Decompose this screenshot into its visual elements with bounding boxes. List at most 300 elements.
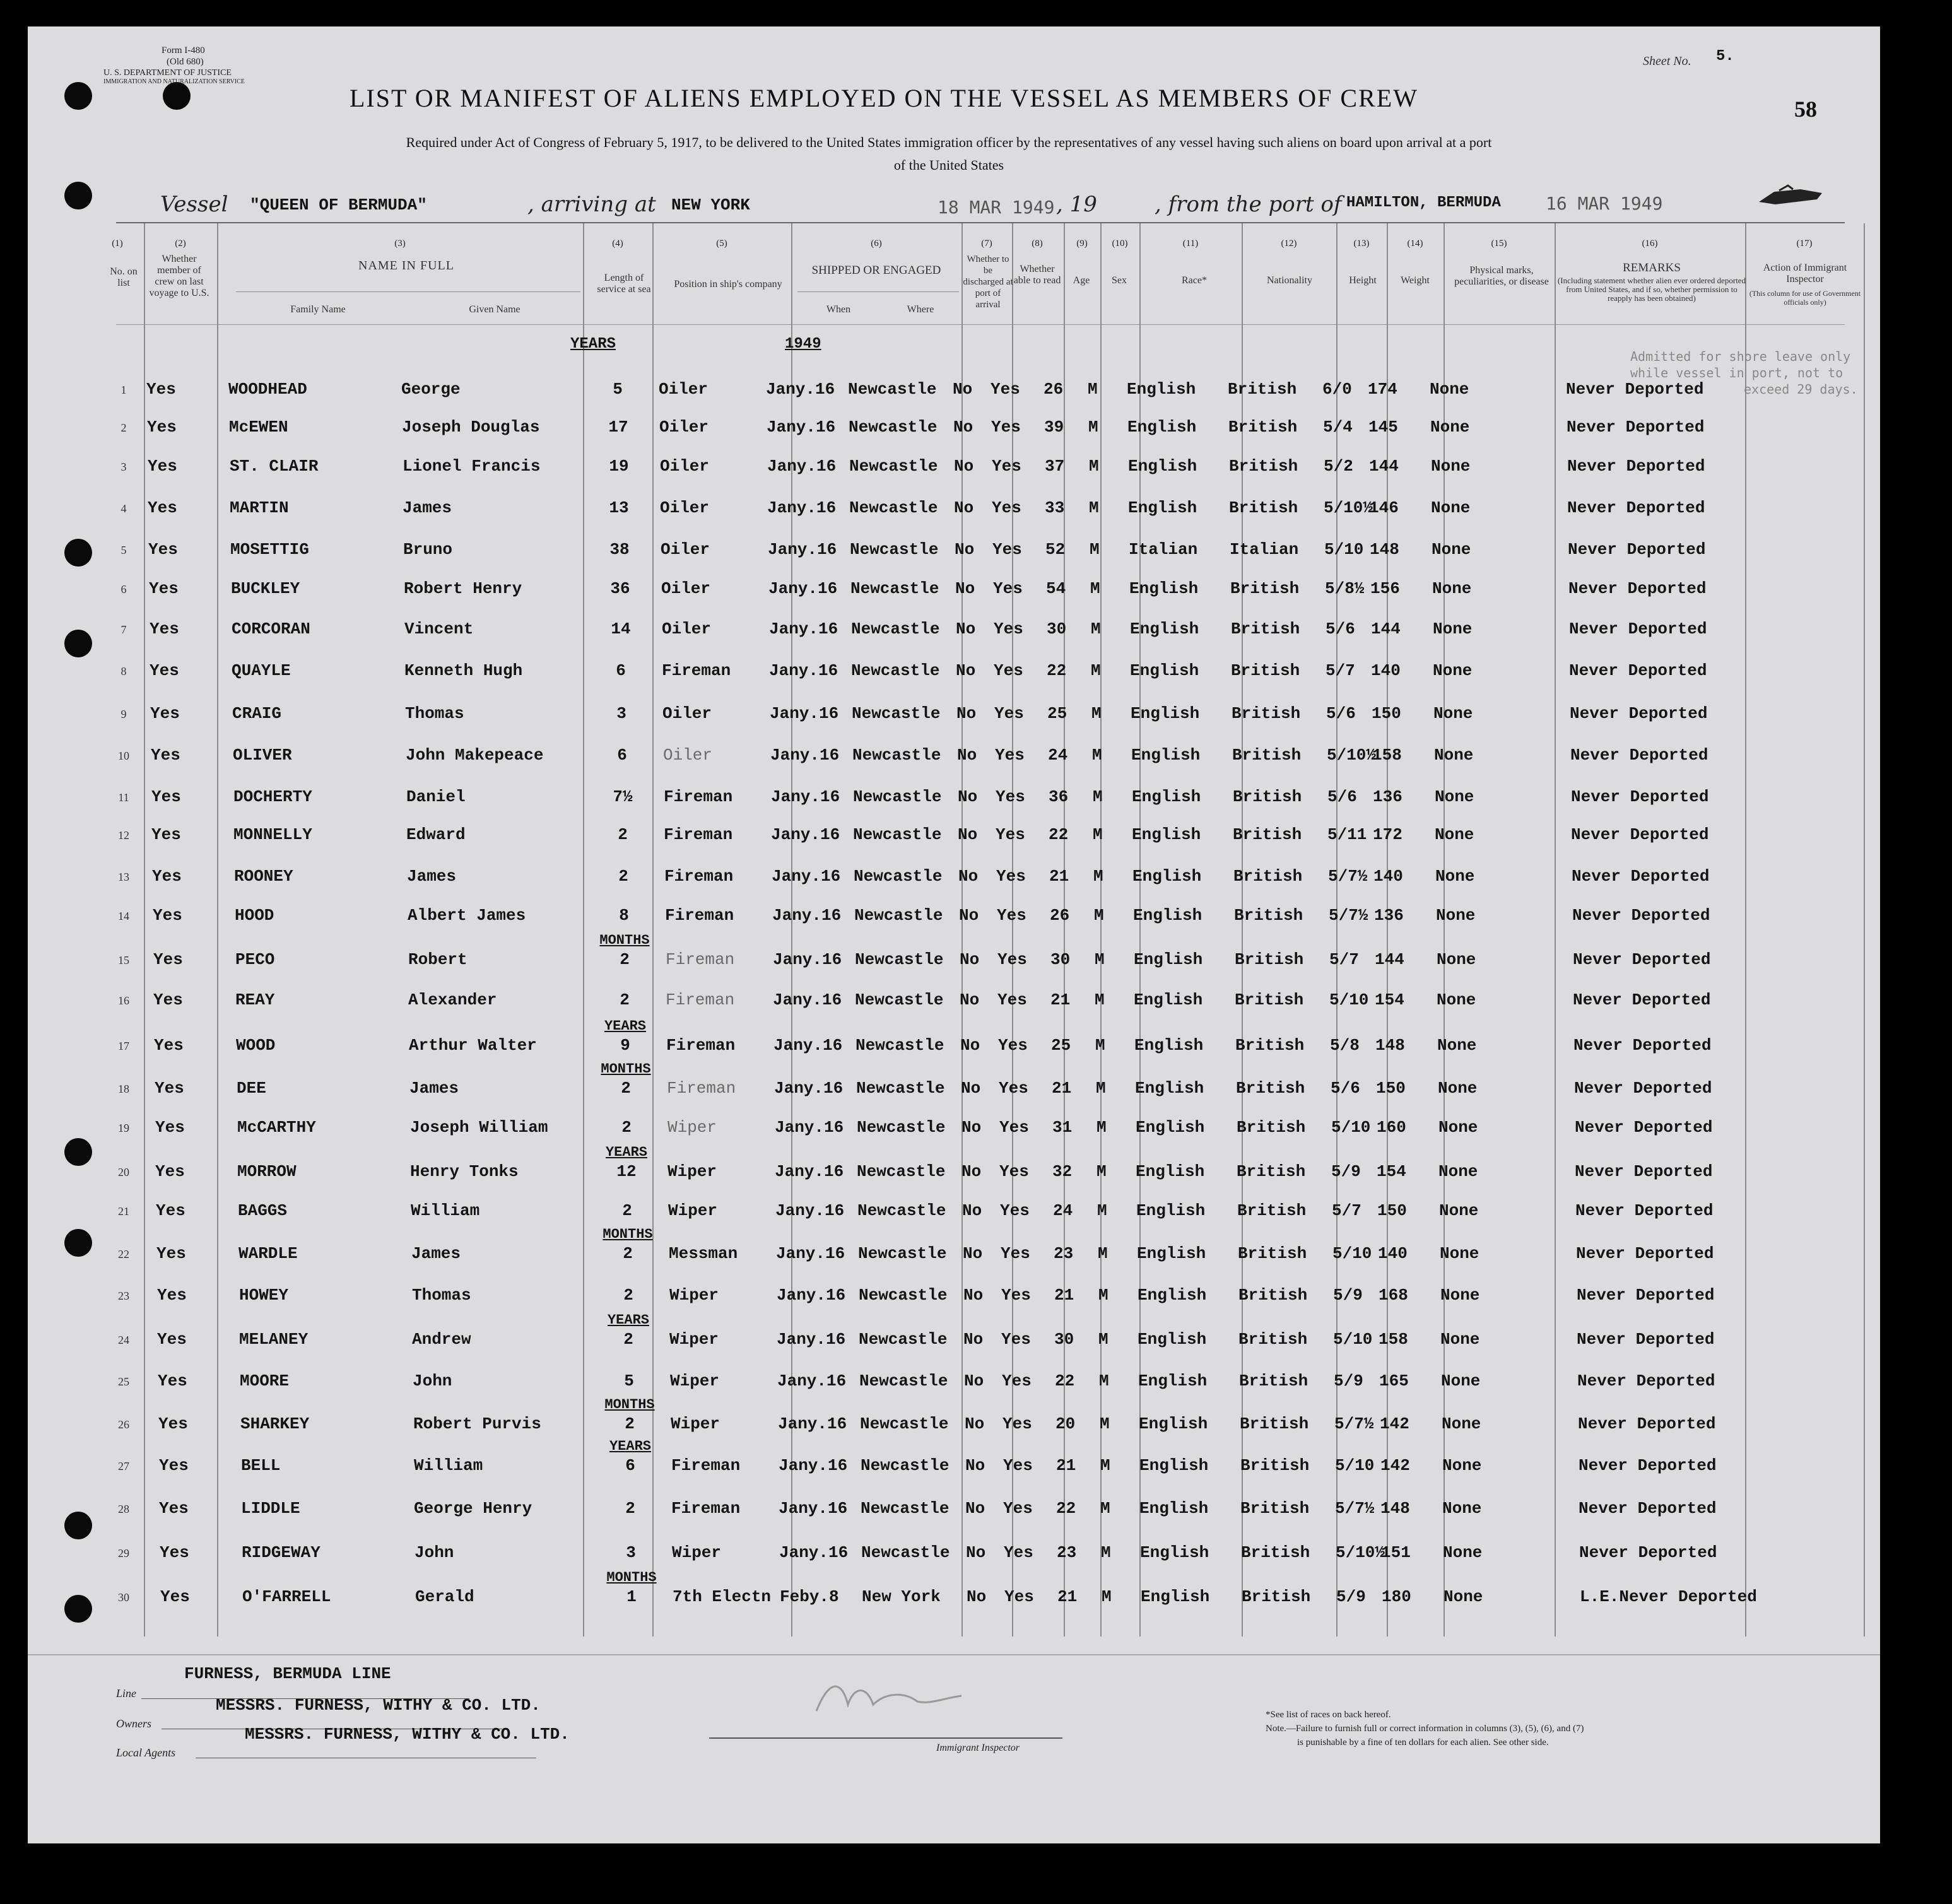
crew-given: Daniel <box>406 787 466 806</box>
crew-sex: M <box>1101 1543 1111 1562</box>
crew-no: 11 <box>118 791 129 804</box>
crew-age: 22 <box>1056 1499 1076 1518</box>
crew-read: Yes <box>992 457 1021 476</box>
crew-where: Newcastle <box>856 1079 945 1098</box>
header-where: Where <box>907 304 934 315</box>
crew-race: Italian <box>1129 540 1198 559</box>
crew-read: Yes <box>994 704 1024 723</box>
crew-discharged: No <box>961 1162 982 1181</box>
crew-where: Newcastle <box>848 380 937 399</box>
crew-where: Newcastle <box>855 990 944 1009</box>
crew-age: 36 <box>1049 787 1069 806</box>
crew-nationality: British <box>1234 906 1303 925</box>
crew-remarks: Never Deported <box>1570 746 1708 765</box>
crew-service: 6 <box>616 661 626 680</box>
crew-sex: M <box>1098 1286 1108 1305</box>
crew-last: Yes <box>153 990 183 1009</box>
crew-when: Jany.16 <box>777 1330 846 1349</box>
header-discharged: Whether to be discharged at port of arrival <box>963 254 1013 310</box>
subtitle: Required under Act of Congress of February 5, 1917, to be delivered to the United States immigration officer by the representatives of any vessel having such aliens on board upon arrival at a port of the United States <box>406 134 1492 173</box>
crew-last: Yes <box>148 457 177 476</box>
crew-marks: None <box>1437 990 1476 1009</box>
crew-sex: M <box>1093 867 1103 886</box>
crew-age: 24 <box>1048 746 1068 765</box>
crew-age: 54 <box>1046 579 1066 598</box>
crew-height: 5/10½ <box>1336 1543 1385 1562</box>
crew-service: 14 <box>611 620 631 638</box>
crew-height: 5/10 <box>1331 1118 1371 1137</box>
crew-marks: None <box>1442 1499 1482 1518</box>
crew-last: Yes <box>153 950 183 969</box>
crew-given: Kenneth Hugh <box>404 661 523 680</box>
crew-no: 20 <box>118 1166 129 1178</box>
crew-where: Newcastle <box>855 950 944 969</box>
crew-given: Henry Tonks <box>410 1162 519 1181</box>
crew-read: Yes <box>999 1162 1029 1181</box>
column-number: (10) <box>1112 238 1128 249</box>
crew-race: English <box>1139 1456 1209 1475</box>
crew-race: English <box>1128 457 1197 476</box>
crew-when: Jany.16 <box>767 418 836 437</box>
crew-discharged: No <box>963 1286 984 1305</box>
crew-height: 5/10½ <box>1324 498 1373 517</box>
crew-remarks: Never Deported <box>1571 825 1709 844</box>
crew-nationality: British <box>1235 990 1304 1009</box>
crew-height: 5/10½ <box>1327 746 1377 765</box>
arriving-label: , arriving at <box>527 192 656 217</box>
crew-read: Yes <box>992 498 1021 517</box>
crew-sex: M <box>1099 1372 1109 1390</box>
crew-remarks: Never Deported <box>1577 1330 1715 1349</box>
crew-family: REAY <box>235 990 275 1009</box>
crew-nationality: British <box>1232 704 1301 723</box>
crew-last: Yes <box>153 906 182 925</box>
crew-race: English <box>1135 1079 1204 1098</box>
crew-family: WOODHEAD <box>228 380 307 399</box>
crew-where: Newcastle <box>854 867 943 886</box>
crew-weight: 180 <box>1382 1587 1411 1606</box>
header-family-name: Family Name <box>290 304 346 315</box>
line-value: FURNESS, BERMUDA LINE <box>184 1664 391 1683</box>
crew-service: 13 <box>609 498 629 517</box>
line-label: Line <box>116 1687 137 1700</box>
crew-given: Lionel Francis <box>403 457 541 476</box>
crew-read: Yes <box>1000 1201 1030 1220</box>
crew-no: 4 <box>121 502 127 515</box>
crew-age: 21 <box>1049 867 1069 886</box>
crew-race: English <box>1127 380 1196 399</box>
crew-weight: 150 <box>1377 1201 1407 1220</box>
crew-service: 2 <box>618 867 628 886</box>
crew-family: OLIVER <box>233 746 292 765</box>
crew-discharged: No <box>956 661 976 680</box>
crew-service: 3 <box>616 704 626 723</box>
crew-when: Jany.16 <box>768 540 837 559</box>
crew-marks: None <box>1435 867 1475 886</box>
crew-read: Yes <box>997 990 1027 1009</box>
crew-weight: 158 <box>1372 746 1402 765</box>
crew-nationality: British <box>1237 1162 1306 1181</box>
crew-weight: 140 <box>1371 661 1401 680</box>
crew-when: Jany.16 <box>775 1162 844 1181</box>
column-number: (3) <box>394 238 406 249</box>
form-number: Form I-480 <box>162 45 205 56</box>
crew-where: Newcastle <box>850 540 939 559</box>
crew-sex: M <box>1094 906 1104 925</box>
crew-where: Newcastle <box>853 825 942 844</box>
crew-race: English <box>1129 579 1199 598</box>
crew-last: Yes <box>150 704 180 723</box>
column-rule <box>583 223 584 1637</box>
crew-weight: 148 <box>1370 540 1399 559</box>
crew-read: Yes <box>999 1118 1029 1137</box>
crew-no: 30 <box>118 1591 129 1604</box>
arrival-date-stamp: 18 MAR 1949 <box>938 197 1055 218</box>
header-sex: Sex <box>1112 275 1127 286</box>
crew-family: SHARKEY <box>240 1414 310 1433</box>
header-height: Height <box>1349 275 1377 286</box>
crew-read: Yes <box>994 661 1023 680</box>
crew-position: Fireman <box>671 1499 741 1518</box>
crew-height: 5/9 <box>1333 1286 1363 1305</box>
crew-family: BAGGS <box>238 1201 288 1220</box>
column-number: (8) <box>1032 238 1043 249</box>
header-length-of-service: Length of service at sea <box>597 273 651 295</box>
crew-race: English <box>1134 1036 1204 1055</box>
crew-no: 10 <box>118 749 129 762</box>
crew-age: 21 <box>1056 1456 1076 1475</box>
crew-weight: 168 <box>1379 1286 1408 1305</box>
service-unit: MONTHS <box>599 932 650 948</box>
crew-remarks: Never Deported <box>1569 661 1707 680</box>
crew-no: 16 <box>118 994 129 1007</box>
crew-given: George Henry <box>414 1499 532 1518</box>
crew-height: 5/6 <box>1326 704 1356 723</box>
crew-family: HOOD <box>235 906 274 925</box>
crew-sex: M <box>1095 1036 1105 1055</box>
crew-race: English <box>1130 620 1199 638</box>
crew-weight: 148 <box>1380 1499 1410 1518</box>
crew-height: 5/9 <box>1336 1587 1366 1606</box>
crew-discharged: No <box>958 787 978 806</box>
crew-discharged: No <box>964 1372 984 1390</box>
crew-given: Joseph William <box>410 1118 548 1137</box>
crew-height: 5/9 <box>1334 1372 1363 1390</box>
crew-last: Yes <box>149 579 179 598</box>
crew-given: James <box>411 1244 461 1263</box>
crew-read: Yes <box>1001 1244 1030 1263</box>
crew-last: Yes <box>160 1543 189 1562</box>
crew-position: Fireman <box>666 950 735 969</box>
crew-nationality: British <box>1242 1587 1311 1606</box>
punch-hole <box>163 82 191 110</box>
crew-age: 37 <box>1045 457 1065 476</box>
crew-service: 2 <box>622 1201 632 1220</box>
header-remarks-note: (Including statement whether alien ever ordered deported from United States, and if so, whether permission to reapply has been obtained) <box>1557 276 1746 303</box>
crew-family: QUAYLE <box>232 661 291 680</box>
crew-nationality: British <box>1232 746 1302 765</box>
crew-marks: None <box>1433 661 1473 680</box>
punch-hole <box>64 82 92 110</box>
crew-no: 27 <box>118 1460 129 1472</box>
crew-nationality: British <box>1231 661 1300 680</box>
crew-position: Wiper <box>670 1372 720 1390</box>
column-number: (15) <box>1491 238 1507 249</box>
page-title: LIST OR MANIFEST OF ALIENS EMPLOYED ON THE VESSEL AS MEMBERS OF CREW <box>350 84 1418 112</box>
crew-discharged: No <box>959 906 979 925</box>
crew-last: Yes <box>160 1587 190 1606</box>
crew-read: Yes <box>1003 1499 1033 1518</box>
crew-given: George <box>401 380 461 399</box>
crew-discharged: No <box>963 1244 983 1263</box>
crew-nationality: British <box>1235 1036 1305 1055</box>
crew-service: 2 <box>625 1499 635 1518</box>
crew-position: Fireman <box>667 1079 736 1098</box>
crew-sex: M <box>1100 1414 1110 1433</box>
crew-position: Wiper <box>669 1330 719 1349</box>
crew-when: Jany.16 <box>779 1499 848 1518</box>
crew-where: Newcastle <box>855 1036 944 1055</box>
header-position: Position in ship's company <box>674 279 782 290</box>
crew-given: Arthur Walter <box>409 1036 537 1055</box>
crew-remarks: Never Deported <box>1575 1118 1713 1137</box>
agents-label: Local Agents <box>116 1746 176 1759</box>
crew-nationality: British <box>1228 418 1298 437</box>
crew-height: 5/8½ <box>1325 579 1365 598</box>
crew-marks: None <box>1438 1118 1478 1137</box>
header-physical-marks: Physical marks, peculiarities, or disease <box>1454 265 1549 287</box>
header-inspector-note: (This column for use of Government officials only) <box>1749 289 1861 307</box>
crew-where: Newcastle <box>857 1201 946 1220</box>
crew-family: ROONEY <box>234 867 293 886</box>
inspector-signature <box>810 1667 974 1724</box>
crew-race: English <box>1127 418 1197 437</box>
crew-last: Yes <box>146 380 176 399</box>
crew-read: Yes <box>992 540 1022 559</box>
crew-nationality: British <box>1229 498 1298 517</box>
crew-height: 5/7½ <box>1328 867 1368 886</box>
crew-given: Andrew <box>412 1330 471 1349</box>
crew-discharged: No <box>958 825 978 844</box>
service-unit: YEARS <box>605 1144 647 1160</box>
crew-sex: M <box>1100 1499 1110 1518</box>
crew-where: Newcastle <box>852 746 941 765</box>
crew-marks: None <box>1441 1372 1481 1390</box>
inspector-label: Immigrant Inspector <box>936 1742 1020 1753</box>
crew-nationality: British <box>1233 867 1303 886</box>
crew-race: English <box>1137 1244 1206 1263</box>
crew-height: 5/7 <box>1326 661 1355 680</box>
name-subheader-rule <box>236 291 580 292</box>
header-last-voyage: Whether member of crew on last voyage to U.S. <box>149 254 209 298</box>
vessel-label: Vessel <box>160 192 228 217</box>
crew-no: 7 <box>121 623 127 636</box>
crew-marks: None <box>1433 704 1473 723</box>
crew-given: William <box>411 1201 480 1220</box>
crew-when: Jany.16 <box>774 1079 844 1098</box>
column-number: (9) <box>1076 238 1088 249</box>
crew-when: Jany.16 <box>771 787 840 806</box>
agents-value: MESSRS. FURNESS, WITHY & CO. LTD. <box>245 1725 570 1744</box>
column-number: (5) <box>716 238 727 249</box>
crew-discharged: No <box>954 498 974 517</box>
crew-weight: 165 <box>1379 1372 1409 1390</box>
crew-remarks: Never Deported <box>1572 867 1710 886</box>
sheet-label: Sheet No. <box>1643 54 1691 68</box>
crew-sex: M <box>1091 661 1101 680</box>
crew-when: Jany.16 <box>772 867 841 886</box>
crew-last: Yes <box>157 1330 187 1349</box>
crew-given: Robert Henry <box>404 579 522 598</box>
crew-where: Newcastle <box>857 1118 946 1137</box>
inspector-line <box>709 1737 1062 1739</box>
crew-sex: M <box>1096 1079 1106 1098</box>
crew-discharged: No <box>955 540 975 559</box>
header-when: When <box>826 304 851 315</box>
crew-nationality: British <box>1228 380 1297 399</box>
crew-no: 6 <box>121 583 127 596</box>
crew-marks: None <box>1443 1543 1483 1562</box>
header-shipped-or-engaged: SHIPPED OR ENGAGED <box>811 264 941 277</box>
years-unit: YEARS <box>570 336 616 353</box>
column-number: (14) <box>1407 238 1423 249</box>
crew-position: Oiler <box>660 498 710 517</box>
crew-remarks: Never Deported <box>1573 1036 1712 1055</box>
header-given-name: Given Name <box>469 304 520 315</box>
crew-family: MONNELLY <box>233 825 312 844</box>
crew-when: Jany.16 <box>770 704 839 723</box>
crew-when: Jany.16 <box>772 906 842 925</box>
crew-family: ST. CLAIR <box>230 457 319 476</box>
crew-service: 6 <box>617 746 627 765</box>
crew-age: 22 <box>1049 825 1069 844</box>
crew-where: Newcastle <box>849 498 938 517</box>
crew-age: 23 <box>1054 1244 1074 1263</box>
departure-date-stamp: 16 MAR 1949 <box>1546 193 1663 214</box>
crew-weight: 142 <box>1380 1456 1410 1475</box>
crew-height: 5/7½ <box>1335 1499 1375 1518</box>
crew-given: Robert Purvis <box>413 1414 541 1433</box>
crew-given: James <box>409 1079 459 1098</box>
crew-no: 28 <box>118 1503 129 1515</box>
column-rule <box>1864 223 1865 1637</box>
crew-family: MARTIN <box>230 498 289 517</box>
footer-rule <box>28 1654 1880 1655</box>
header-age: Age <box>1073 275 1090 286</box>
crew-race: English <box>1132 787 1201 806</box>
crew-nationality: British <box>1230 579 1300 598</box>
crew-discharged: No <box>965 1456 985 1475</box>
crew-height: 5/9 <box>1331 1162 1361 1181</box>
column-number: (1) <box>112 238 123 249</box>
crew-nationality: British <box>1240 1456 1310 1475</box>
crew-read: Yes <box>997 906 1026 925</box>
crew-service: 2 <box>623 1330 633 1349</box>
crew-age: 39 <box>1044 418 1064 437</box>
header-remarks: REMARKS <box>1623 261 1681 274</box>
crew-sex: M <box>1095 990 1105 1009</box>
crew-marks: None <box>1443 1587 1483 1606</box>
crew-age: 26 <box>1050 906 1070 925</box>
crew-no: 29 <box>118 1547 129 1560</box>
crew-last: Yes <box>155 1079 184 1098</box>
crew-remarks: Never Deported <box>1579 1456 1717 1475</box>
crew-position: Wiper <box>669 1286 719 1305</box>
crew-position: Wiper <box>671 1414 720 1433</box>
crew-height: 5/10 <box>1332 1244 1372 1263</box>
crew-no: 5 <box>121 544 127 556</box>
crew-weight: 154 <box>1377 1162 1406 1181</box>
crew-sex: M <box>1097 1162 1107 1181</box>
crew-marks: None <box>1434 746 1474 765</box>
crew-position: Oiler <box>662 620 712 638</box>
crew-no: 17 <box>118 1040 129 1052</box>
crew-height: 5/11 <box>1327 825 1367 844</box>
crew-when: Jany.16 <box>775 1201 845 1220</box>
crew-position: Wiper <box>667 1118 717 1137</box>
punch-hole <box>64 539 92 567</box>
crew-sex: M <box>1088 380 1098 399</box>
crew-no: 19 <box>118 1122 129 1134</box>
crew-family: DOCHERTY <box>233 787 312 806</box>
crew-service: 19 <box>609 457 629 476</box>
crew-height: 5/7 <box>1332 1201 1361 1220</box>
crew-discharged: No <box>962 1201 982 1220</box>
crew-position: Messman <box>669 1244 738 1263</box>
crew-read: Yes <box>1001 1286 1031 1305</box>
column-rule <box>1745 223 1746 1637</box>
crew-where: Newcastle <box>850 579 939 598</box>
crew-weight: 148 <box>1375 1036 1405 1055</box>
crew-weight: 158 <box>1379 1330 1408 1349</box>
crew-family: WOOD <box>236 1036 276 1055</box>
crew-when: Jany.16 <box>771 825 840 844</box>
crew-discharged: No <box>966 1543 986 1562</box>
crew-read: Yes <box>994 620 1023 638</box>
crew-family: McCARTHY <box>237 1118 316 1137</box>
crew-discharged: No <box>953 380 973 399</box>
header-race: Race* <box>1182 275 1207 286</box>
crew-age: 31 <box>1052 1118 1073 1137</box>
crew-remarks: Never Deported <box>1578 1414 1716 1433</box>
crew-age: 30 <box>1050 950 1071 969</box>
crew-race: English <box>1138 1372 1208 1390</box>
crew-race: English <box>1131 746 1201 765</box>
crew-marks: None <box>1442 1414 1481 1433</box>
column-number: (11) <box>1182 238 1199 249</box>
service-unit: MONTHS <box>606 1570 657 1585</box>
crew-height: 5/2 <box>1324 457 1353 476</box>
crew-where: Newcastle <box>859 1286 948 1305</box>
crew-where: Newcastle <box>861 1543 950 1562</box>
crew-where: Newcastle <box>849 457 938 476</box>
crew-age: 21 <box>1050 990 1071 1009</box>
crew-last: Yes <box>154 1036 184 1055</box>
crew-when: Jany.16 <box>767 457 837 476</box>
crew-when: Jany.16 <box>777 1372 847 1390</box>
crew-service: 2 <box>620 950 630 969</box>
crew-last: Yes <box>150 620 179 638</box>
crew-where: Newcastle <box>859 1330 948 1349</box>
crew-family: PECO <box>235 950 275 969</box>
crew-family: DEE <box>237 1079 266 1098</box>
crew-position: Wiper <box>672 1543 722 1562</box>
crew-where: New York <box>862 1587 941 1606</box>
crew-age: 32 <box>1052 1162 1073 1181</box>
crew-sex: M <box>1092 746 1102 765</box>
crew-last: Yes <box>156 1244 186 1263</box>
crew-weight: 156 <box>1370 579 1400 598</box>
